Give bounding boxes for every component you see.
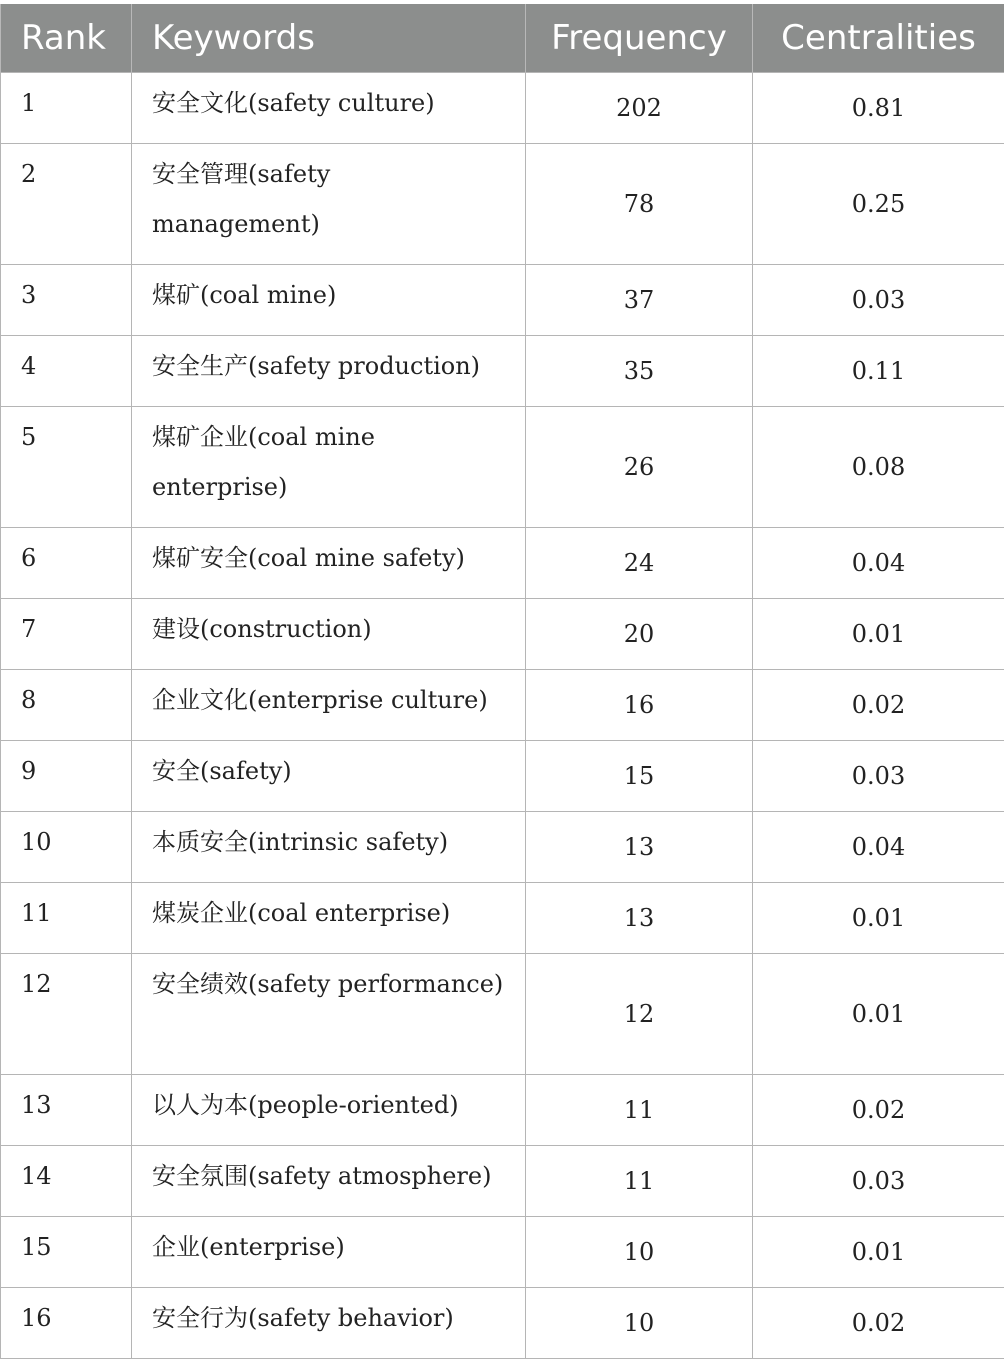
keyword-cell: 安全文化(safety culture) — [132, 73, 526, 144]
frequency-cell: 35 — [526, 336, 753, 407]
keyword-cell: 建设(construction) — [132, 599, 526, 670]
centrality-cell: 0.01 — [753, 1217, 1004, 1288]
rank-cell: 13 — [1, 1075, 132, 1146]
centrality-cell: 0.11 — [753, 336, 1004, 407]
keyword-cell: 以人为本(people-oriented) — [132, 1075, 526, 1146]
table-row — [1, 812, 1004, 883]
rank-cell: 10 — [1, 812, 132, 883]
frequency-cell: 13 — [526, 883, 753, 954]
header-frequency: Frequency — [526, 4, 753, 73]
table-row — [1, 336, 1004, 407]
frequency-cell: 11 — [526, 1146, 753, 1217]
centrality-cell: 0.01 — [753, 599, 1004, 670]
table-row — [1, 1288, 1004, 1359]
keyword-cell: 煤炭企业(coal enterprise) — [132, 883, 526, 954]
rank-cell: 8 — [1, 670, 132, 741]
table-row — [1, 670, 1004, 741]
table-row — [1, 1146, 1004, 1217]
rank-cell: 15 — [1, 1217, 132, 1288]
rank-cell: 5 — [1, 407, 132, 528]
centrality-cell: 0.03 — [753, 1146, 1004, 1217]
frequency-cell: 37 — [526, 265, 753, 336]
frequency-cell: 26 — [526, 407, 753, 528]
table-row — [1, 954, 1004, 1075]
centrality-cell: 0.01 — [753, 954, 1004, 1075]
keywords-table — [0, 4, 1004, 1359]
keyword-cell: 企业文化(enterprise culture) — [132, 670, 526, 741]
frequency-cell: 10 — [526, 1217, 753, 1288]
rank-cell: 6 — [1, 528, 132, 599]
frequency-cell: 13 — [526, 812, 753, 883]
frequency-cell: 24 — [526, 528, 753, 599]
header-row — [1, 4, 1004, 73]
keyword-cell: 安全生产(safety production) — [132, 336, 526, 407]
rank-cell: 1 — [1, 73, 132, 144]
keyword-cell: 企业(enterprise) — [132, 1217, 526, 1288]
keyword-cell: 煤矿(coal mine) — [132, 265, 526, 336]
table-row — [1, 73, 1004, 144]
centrality-cell: 0.04 — [753, 812, 1004, 883]
centrality-cell: 0.04 — [753, 528, 1004, 599]
centrality-cell: 0.03 — [753, 265, 1004, 336]
table-row — [1, 144, 1004, 265]
keyword-cell: 煤矿安全(coal mine safety) — [132, 528, 526, 599]
keyword-cell: 安全绩效(safety performance) — [132, 954, 526, 1075]
frequency-cell: 15 — [526, 741, 753, 812]
centrality-cell: 0.02 — [753, 1288, 1004, 1359]
table-row — [1, 883, 1004, 954]
table-row — [1, 407, 1004, 528]
rank-cell: 9 — [1, 741, 132, 812]
frequency-cell: 20 — [526, 599, 753, 670]
keyword-cell: 煤矿企业(coal mine enterprise) — [132, 407, 526, 528]
keyword-cell: 安全行为(safety behavior) — [132, 1288, 526, 1359]
centrality-cell: 0.02 — [753, 670, 1004, 741]
table-row — [1, 741, 1004, 812]
centrality-cell: 0.25 — [753, 144, 1004, 265]
frequency-cell: 11 — [526, 1075, 753, 1146]
rank-cell: 2 — [1, 144, 132, 265]
table-row — [1, 599, 1004, 670]
header-centralities: Centralities — [753, 4, 1004, 73]
keyword-cell: 安全氛围(safety atmosphere) — [132, 1146, 526, 1217]
header-rank: Rank — [1, 4, 132, 73]
centrality-cell: 0.03 — [753, 741, 1004, 812]
centrality-cell: 0.81 — [753, 73, 1004, 144]
centrality-cell: 0.02 — [753, 1075, 1004, 1146]
rank-cell: 16 — [1, 1288, 132, 1359]
frequency-cell: 78 — [526, 144, 753, 265]
centrality-cell: 0.08 — [753, 407, 1004, 528]
frequency-cell: 12 — [526, 954, 753, 1075]
rank-cell: 7 — [1, 599, 132, 670]
rank-cell: 14 — [1, 1146, 132, 1217]
centrality-cell: 0.01 — [753, 883, 1004, 954]
keyword-cell: 安全(safety) — [132, 741, 526, 812]
header-keywords: Keywords — [132, 4, 526, 73]
rank-cell: 12 — [1, 954, 132, 1075]
rank-cell: 3 — [1, 265, 132, 336]
table-row — [1, 1217, 1004, 1288]
rank-cell: 4 — [1, 336, 132, 407]
table-row — [1, 265, 1004, 336]
table-row — [1, 1075, 1004, 1146]
frequency-cell: 10 — [526, 1288, 753, 1359]
rank-cell: 11 — [1, 883, 132, 954]
frequency-cell: 202 — [526, 73, 753, 144]
keyword-cell: 安全管理(safety management) — [132, 144, 526, 265]
table-row — [1, 528, 1004, 599]
keyword-cell: 本质安全(intrinsic safety) — [132, 812, 526, 883]
frequency-cell: 16 — [526, 670, 753, 741]
